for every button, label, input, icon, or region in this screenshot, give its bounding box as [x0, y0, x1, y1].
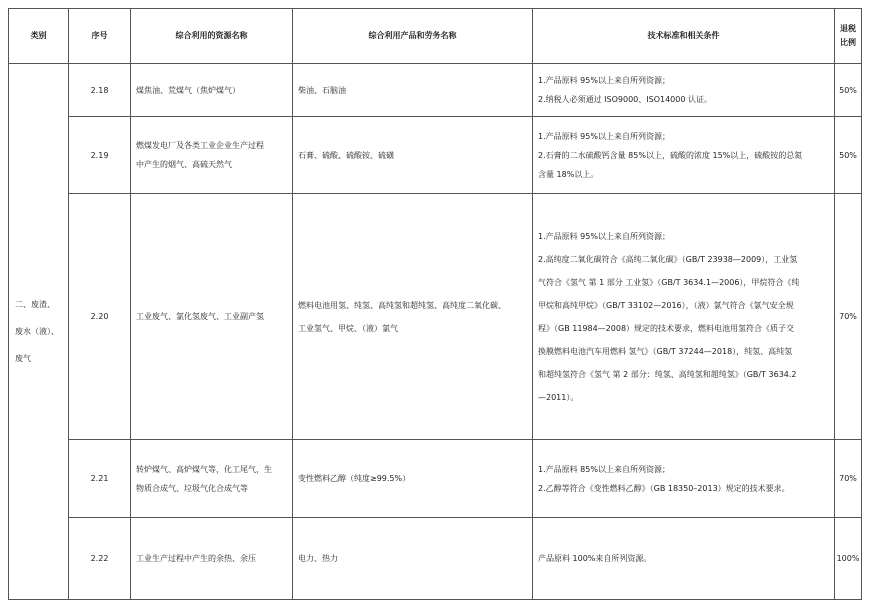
standard-cell: [533, 194, 835, 440]
table-row: [9, 440, 862, 518]
seq-cell: 2.20: [69, 194, 131, 440]
seq-cell: 2.22: [69, 518, 131, 600]
resource-line: 物质合成气、垃圾气化合成气等: [136, 483, 248, 493]
resource-cell: [131, 194, 293, 440]
seq-cell: 2.19: [69, 117, 131, 194]
header-row: [9, 9, 862, 64]
resource-line: 转炉煤气、高炉煤气等，化工尾气，生: [136, 464, 272, 474]
table-row: [9, 518, 862, 600]
refund-cell: 50%: [835, 117, 862, 194]
standard-line: 1.产品原料 95%以上来自所列资源；: [538, 131, 670, 141]
standard-line: 2.纳税人必须通过 ISO9000、ISO14000 认证。: [538, 95, 712, 104]
category-cell: [9, 64, 69, 600]
refund-cell: 70%: [835, 440, 862, 518]
product-cell: [293, 117, 533, 194]
table-row: [9, 117, 862, 194]
standard-line: 产品原料 100%来自所列资源。: [538, 554, 652, 563]
product-cell: [293, 64, 533, 117]
standard-cell: [533, 518, 835, 600]
table-row: [9, 194, 862, 440]
standard-line: —2011）。: [538, 392, 579, 402]
standard-line: 1.产品原料 95%以上来自所列资源；: [538, 76, 670, 85]
standard-line: 程》（GB 11984—2008）规定的技术要求，燃料电池用氢符合《质子交: [538, 323, 795, 333]
product-line: 石膏、硫酸、硫酸铵、硫磺: [298, 150, 394, 160]
header-refund-line2: 比例: [840, 38, 856, 47]
header-category: 类别: [9, 9, 69, 64]
product-cell: [293, 440, 533, 518]
standard-line: 2.乙醇等符合《变性燃料乙醇》（GB 18350–2013）规定的技术要求。: [538, 483, 790, 493]
resource-line: 燃煤发电厂及各类工业企业生产过程: [136, 141, 264, 150]
standard-line: 2.石膏的二水硫酸钙含量 85%以上，硫酸的浓度 15%以上，硫酸铵的总氮: [538, 150, 803, 160]
header-standard: 技术标准和相关条件: [533, 9, 835, 64]
standard-line: 和超纯氢符合《氢气 第 2 部分：纯氢、高纯氢和超纯氢》（GB/T 3634.2: [538, 369, 797, 379]
header-refund-line1: 退税: [840, 24, 856, 33]
standard-line: 甲烷和高纯甲烷》（GB/T 33102—2016），（液）氯气符合《氯气安全规: [538, 300, 794, 310]
refund-cell: 50%: [835, 64, 862, 117]
standard-cell: [533, 64, 835, 117]
resource-line: 中产生的烟气、高硫天然气: [136, 160, 232, 169]
resource-cell: [131, 117, 293, 194]
product-line: 变性燃料乙醇（纯度≥99.5%）: [298, 474, 411, 483]
product-line: 柴油、石脑油: [298, 85, 346, 95]
standard-line: 换膜燃料电池汽车用燃料 氢气》（GB/T 37244—2018），纯氢、高纯氢: [538, 346, 793, 356]
resource-line: 工业废气、氯化氢废气、工业副产氢: [136, 312, 264, 321]
header-refund: [835, 9, 862, 64]
product-line: 工业氢气、甲烷、（液）氯气: [298, 323, 398, 333]
product-line: 电力、热力: [298, 554, 338, 563]
resource-line: 工业生产过程中产生的余热、余压: [136, 554, 256, 563]
header-seq: 序号: [69, 9, 131, 64]
product-cell: [293, 518, 533, 600]
resource-cell: [131, 518, 293, 600]
header-resource: 综合利用的资源名称: [131, 9, 293, 64]
seq-cell: 2.18: [69, 64, 131, 117]
tax-refund-table: [8, 8, 862, 600]
standard-line: 1.产品原料 95%以上来自所列资源；: [538, 231, 670, 241]
table-row: [9, 64, 862, 117]
resource-line: 煤焦油、荒煤气（焦炉煤气）: [136, 85, 240, 95]
standard-line: 2.高纯度二氧化碳符合《高纯二氧化碳》（GB/T 23938—2009），工业氢: [538, 254, 798, 264]
standard-line: 气符合《氢气 第 1 部分 工业氢》（GB/T 3634.1—2006），甲烷符合《纯: [538, 277, 800, 287]
resource-cell: [131, 64, 293, 117]
category-line: 废水（液）、: [15, 327, 59, 336]
product-cell: [293, 194, 533, 440]
standard-line: 1.产品原料 85%以上来自所列资源；: [538, 464, 670, 474]
refund-cell: 100%: [835, 518, 862, 600]
refund-cell: 70%: [835, 194, 862, 440]
standard-cell: [533, 440, 835, 518]
resource-cell: [131, 440, 293, 518]
standard-cell: [533, 117, 835, 194]
header-product: 综合利用产品和劳务名称: [293, 9, 533, 64]
category-line: 二、废渣、: [15, 300, 55, 309]
standard-line: 含量 18%以上。: [538, 169, 599, 179]
category-line: 废气: [15, 354, 31, 363]
product-line: 燃料电池用氢、纯氢、高纯氢和超纯氢、高纯度二氧化碳、: [298, 300, 506, 310]
seq-cell: 2.21: [69, 440, 131, 518]
